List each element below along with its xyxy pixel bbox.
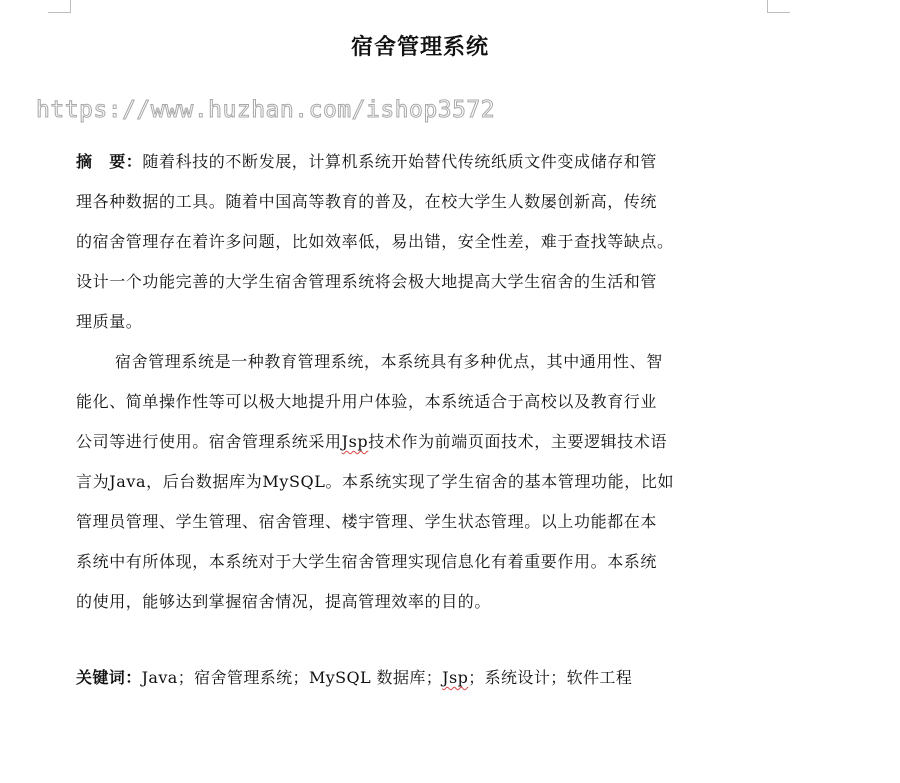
watermark: https://www.huzhan.com/ishop3572 (36, 97, 496, 123)
abstract-line: 设计一个功能完善的大学生宿舍管理系统将会极大地提高大学生宿舍的生活和管 (76, 272, 658, 291)
abstract-label: 摘 要： (76, 152, 143, 171)
paragraph-line: 言为Java，后台数据库为MySQL。本系统实现了学生宿舍的基本管理功能，比如 (76, 472, 675, 491)
keywords-text: ；系统设计；软件工程 (468, 668, 633, 687)
abstract-line: 理各种数据的工具。随着中国高等教育的普及，在校大学生人数屡创新高，传统 (76, 192, 658, 211)
keywords-text: Java；宿舍管理系统；MySQL 数据库； (141, 668, 443, 687)
paragraph-line (76, 428, 768, 468)
crop-mark-top-right (767, 0, 790, 13)
abstract-text: 随着科技的不断发展，计算机系统开始替代传统纸质文件变成储存和管 (142, 152, 658, 171)
paragraph-line: 能化、简单操作性等可以极大地提升用户体验，本系统适合于高校以及教育行业 (76, 392, 658, 411)
paragraph-text: 公司等进行使用。宿舍管理系统采用 (76, 432, 342, 451)
spellcheck-word: Jsp (341, 432, 369, 451)
keywords-label: 关键词： (76, 668, 142, 687)
abstract-line (76, 148, 768, 188)
crop-mark-top-left (48, 0, 71, 13)
keywords-line (76, 664, 632, 692)
abstract-line: 的宿舍管理存在着许多问题，比如效率低，易出错，安全性差，难于查找等缺点。 (76, 232, 674, 251)
paragraph-text: 技术作为前端页面技术，主要逻辑技术语 (368, 432, 668, 451)
paragraph-line: 的使用，能够达到掌握宿舍情况，提高管理效率的目的。 (76, 592, 492, 611)
paragraph-line: 管理员管理、学生管理、宿舍管理、楼宇管理、学生状态管理。以上功能都在本 (76, 512, 658, 531)
abstract-line: 理质量。 (76, 312, 143, 331)
paragraph-line: 宿舍管理系统是一种教育管理系统，本系统具有多种优点，其中通用性、智 (115, 352, 663, 371)
spellcheck-word: Jsp (442, 668, 469, 687)
document-body (76, 148, 768, 628)
paragraph-line: 系统中有所体现，本系统对于大学生宿舍管理实现信息化有着重要作用。本系统 (76, 552, 658, 571)
document-title: 宿舍管理系统 (350, 35, 489, 60)
